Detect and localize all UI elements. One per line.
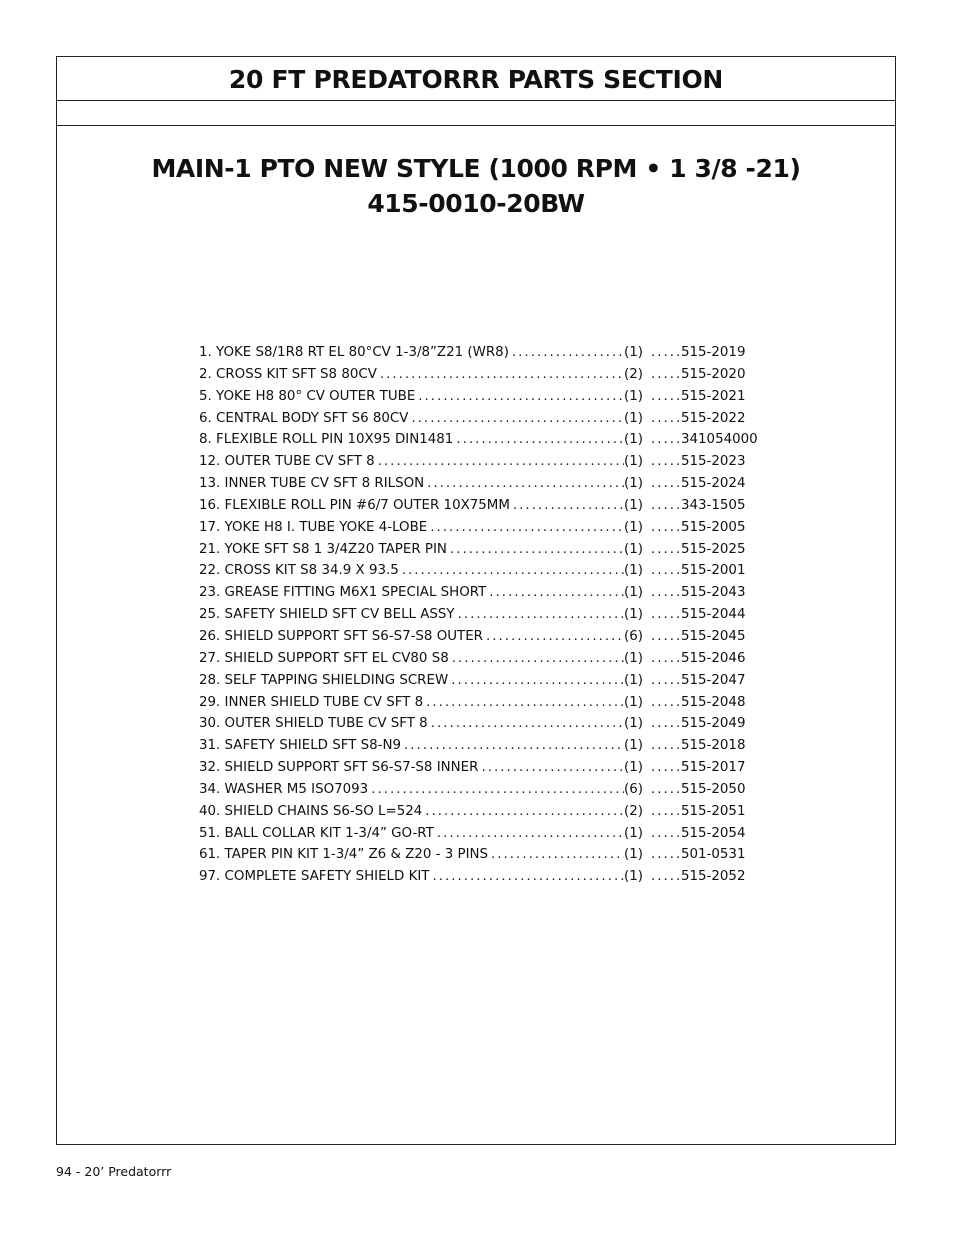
part-quantity: (1) [624, 694, 643, 710]
section-title-line2: 415-0010-20BW [367, 189, 585, 218]
leader-dots [648, 476, 681, 491]
parts-list-item [199, 716, 759, 738]
page-footer: 94 - 20’ Predatorrr [56, 1164, 172, 1179]
leader-dots [509, 345, 624, 360]
section-title [57, 151, 895, 221]
leader-dots [486, 585, 624, 600]
parts-list-item [199, 629, 759, 651]
part-description: 22. CROSS KIT S8 34.9 X 93.5 [199, 563, 399, 579]
parts-list-item [199, 563, 759, 585]
leader-dots [434, 826, 624, 841]
leader-dots [648, 738, 681, 753]
leader-dots [488, 847, 624, 862]
parts-list-item [199, 738, 759, 760]
part-number: 515-2049 [681, 716, 746, 732]
part-description: 17. YOKE H8 I. TUBE YOKE 4-LOBE [199, 519, 428, 535]
part-number: 341054000 [681, 432, 758, 448]
part-number: 515-2046 [681, 650, 746, 666]
part-quantity: (6) [624, 781, 643, 797]
leader-dots [648, 651, 681, 666]
part-quantity: (1) [624, 410, 643, 426]
leader-dots [648, 695, 681, 710]
leader-dots [648, 782, 681, 797]
parts-list-item [199, 673, 759, 695]
part-number: 515-2050 [681, 781, 746, 797]
header-divider-band [57, 100, 895, 126]
leader-dots [449, 651, 624, 666]
parts-list-item [199, 651, 759, 673]
part-number: 515-2017 [681, 760, 746, 776]
part-quantity: (1) [624, 672, 643, 688]
part-description: 34. WASHER M5 ISO7093 [199, 781, 369, 797]
leader-dots [648, 673, 681, 688]
part-quantity: (1) [624, 869, 643, 885]
parts-list-item [199, 760, 759, 782]
page-title: 20 FT PREDATORRR PARTS SECTION [228, 65, 724, 94]
parts-list-item [199, 869, 759, 891]
leader-dots [375, 454, 624, 469]
parts-list-item [199, 476, 759, 498]
leader-dots [648, 847, 681, 862]
part-quantity: (1) [624, 497, 643, 513]
parts-list-item [199, 411, 759, 433]
part-description: 28. SELF TAPPING SHIELDING SCREW [199, 672, 449, 688]
part-number: 515-2024 [681, 476, 746, 492]
part-description: 32. SHIELD SUPPORT SFT S6-S7-S8 INNER [199, 760, 479, 776]
part-number: 515-2001 [681, 563, 746, 579]
part-description: 61. TAPER PIN KIT 1-3/4” Z6 & Z20 - 3 PINS [199, 847, 489, 863]
part-description: 97. COMPLETE SAFETY SHIELD KIT [199, 869, 430, 885]
parts-list-item [199, 695, 759, 717]
part-quantity: (1) [624, 650, 643, 666]
parts-list-item [199, 345, 759, 367]
part-description: 8. FLEXIBLE ROLL PIN 10X95 DIN1481 [199, 432, 454, 448]
leader-dots [408, 411, 624, 426]
leader-dots [399, 563, 624, 578]
parts-list-item [199, 367, 759, 389]
parts-list-item [199, 520, 759, 542]
parts-list-item [199, 607, 759, 629]
leader-dots [415, 389, 624, 404]
parts-list-item [199, 782, 759, 804]
leader-dots [648, 432, 681, 447]
leader-dots [483, 629, 624, 644]
leader-dots [648, 498, 681, 513]
leader-dots [447, 542, 624, 557]
header-band [57, 57, 895, 101]
leader-dots [648, 389, 681, 404]
part-description: 40. SHIELD CHAINS S6-SO L=524 [199, 803, 423, 819]
part-number: 515-2044 [681, 607, 746, 623]
leader-dots [648, 585, 681, 600]
part-quantity: (1) [624, 563, 643, 579]
part-number: 515-2048 [681, 694, 746, 710]
parts-list-item [199, 585, 759, 607]
leader-dots [648, 367, 681, 382]
parts-list [199, 345, 759, 891]
part-description: 27. SHIELD SUPPORT SFT EL CV80 S8 [199, 650, 449, 666]
leader-dots [648, 869, 681, 884]
part-quantity: (1) [624, 738, 643, 754]
leader-dots [448, 673, 624, 688]
parts-list-item [199, 847, 759, 869]
leader-dots [430, 869, 625, 884]
part-number: 343-1505 [681, 497, 746, 513]
part-number: 515-2022 [681, 410, 746, 426]
part-quantity: (1) [624, 716, 643, 732]
part-description: 13. INNER TUBE CV SFT 8 RILSON [199, 476, 425, 492]
leader-dots [510, 498, 624, 513]
leader-dots [648, 454, 681, 469]
part-number: 515-2005 [681, 519, 746, 535]
part-description: 31. SAFETY SHIELD SFT S8-N9 [199, 738, 402, 754]
part-description: 1. YOKE S8/1R8 RT EL 80°CV 1-3/8”Z21 (WR8) [199, 345, 509, 360]
leader-dots [648, 520, 681, 535]
leader-dots [648, 716, 681, 731]
part-description: 51. BALL COLLAR KIT 1-3/4” GO-RT [199, 825, 434, 841]
part-number: 515-2023 [681, 454, 746, 470]
part-quantity: (1) [624, 519, 643, 535]
leader-dots [368, 782, 624, 797]
part-quantity: (1) [624, 476, 643, 492]
parts-list-item [199, 454, 759, 476]
leader-dots [424, 476, 624, 491]
parts-list-item [199, 498, 759, 520]
leader-dots [453, 432, 624, 447]
part-number: 515-2019 [681, 345, 746, 360]
part-quantity: (2) [624, 366, 643, 382]
leader-dots [478, 760, 624, 775]
part-number: 515-2021 [681, 388, 746, 404]
part-number: 515-2045 [681, 628, 746, 644]
part-number: 501-0531 [681, 847, 746, 863]
part-quantity: (1) [624, 760, 643, 776]
leader-dots [428, 716, 624, 731]
part-number: 515-2025 [681, 541, 746, 557]
part-description: 21. YOKE SFT S8 1 3/4Z20 TAPER PIN [199, 541, 447, 557]
leader-dots [648, 563, 681, 578]
part-quantity: (1) [624, 541, 643, 557]
leader-dots [423, 695, 624, 710]
part-quantity: (1) [624, 432, 643, 448]
parts-list-item [199, 826, 759, 848]
leader-dots [427, 520, 624, 535]
part-description: 30. OUTER SHIELD TUBE CV SFT 8 [199, 716, 428, 732]
part-quantity: (1) [624, 454, 643, 470]
leader-dots [377, 367, 624, 382]
parts-list-item [199, 432, 759, 454]
page-frame [56, 56, 896, 1145]
part-number: 515-2047 [681, 672, 746, 688]
parts-list-item [199, 804, 759, 826]
part-number: 515-2051 [681, 803, 746, 819]
part-description: 12. OUTER TUBE CV SFT 8 [199, 454, 375, 470]
leader-dots [648, 804, 681, 819]
section-title-line1: MAIN-1 PTO NEW STYLE (1000 RPM • 1 3/8 -21) [151, 154, 801, 183]
part-description: 26. SHIELD SUPPORT SFT S6-S7-S8 OUTER [199, 628, 483, 644]
part-description: 2. CROSS KIT SFT S8 80CV [199, 366, 377, 382]
leader-dots [401, 738, 624, 753]
part-quantity: (6) [624, 628, 643, 644]
part-number: 515-2052 [681, 869, 746, 885]
leader-dots [648, 826, 681, 841]
leader-dots [648, 629, 681, 644]
leader-dots [422, 804, 624, 819]
part-quantity: (1) [624, 825, 643, 841]
part-number: 515-2020 [681, 366, 746, 382]
parts-list-item [199, 542, 759, 564]
part-number: 515-2054 [681, 825, 746, 841]
leader-dots [648, 542, 681, 557]
leader-dots [648, 607, 681, 622]
part-quantity: (1) [624, 345, 643, 360]
part-description: 29. INNER SHIELD TUBE CV SFT 8 [199, 694, 424, 710]
leader-dots [648, 345, 681, 360]
part-quantity: (1) [624, 585, 643, 601]
leader-dots [455, 607, 624, 622]
part-quantity: (1) [624, 388, 643, 404]
part-description: 16. FLEXIBLE ROLL PIN #6/7 OUTER 10X75MM [199, 497, 510, 513]
part-quantity: (2) [624, 803, 643, 819]
part-description: 6. CENTRAL BODY SFT S6 80CV [199, 410, 409, 426]
part-quantity: (1) [624, 847, 643, 863]
part-description: 5. YOKE H8 80° CV OUTER TUBE [199, 388, 416, 404]
part-number: 515-2043 [681, 585, 746, 601]
parts-list-item [199, 389, 759, 411]
part-number: 515-2018 [681, 738, 746, 754]
part-description: 25. SAFETY SHIELD SFT CV BELL ASSY [199, 607, 455, 623]
part-quantity: (1) [624, 607, 643, 623]
leader-dots [648, 411, 681, 426]
part-description: 23. GREASE FITTING M6X1 SPECIAL SHORT [199, 585, 487, 601]
leader-dots [648, 760, 681, 775]
